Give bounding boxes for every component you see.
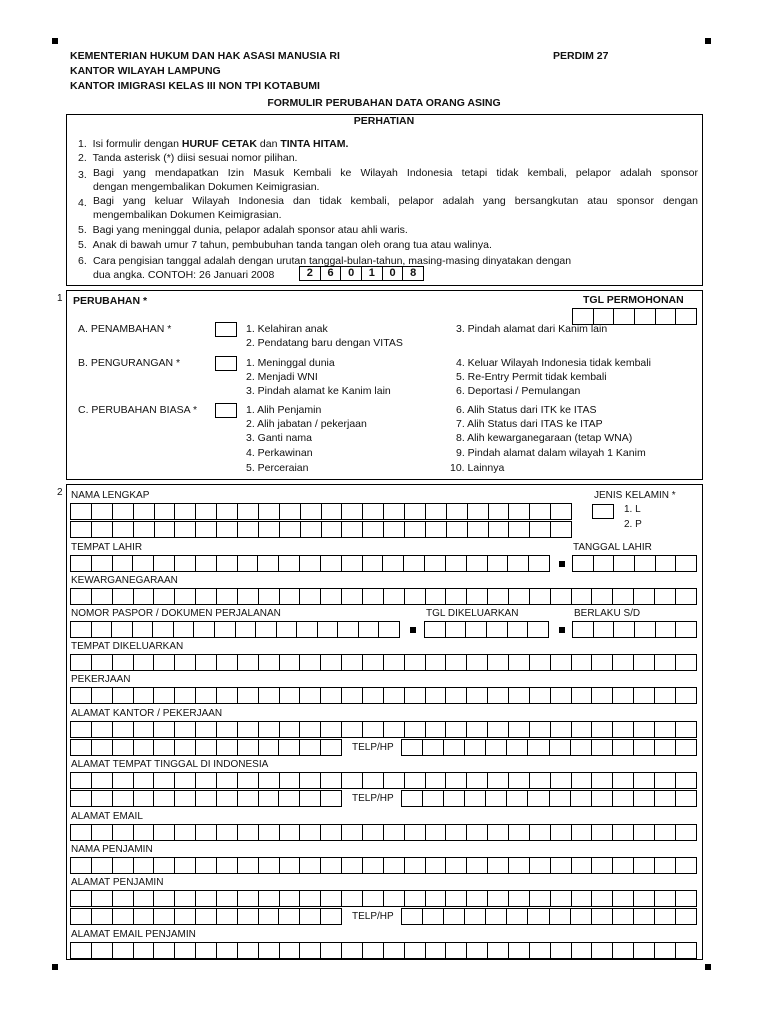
notice-item-7: 6. Cara pengisian tanggal adalah dengan urutan tanggal-bulan-tahun, masing-masing dinyatakan dengan dua angka. CONTOH: 26 Januari 2008 (78, 255, 572, 281)
nama-penjamin-input[interactable] (70, 857, 697, 874)
email-penjamin-input[interactable] (70, 942, 697, 959)
pengurangan-option: 2. Menjadi WNI (246, 371, 318, 383)
registration-mark (705, 38, 711, 44)
notice-item-6: 5. Anak di bawah umur 7 tahun, pembubuhan tanda tangan oleh orang tua atau walinya. (78, 239, 492, 251)
immigration-office: KANTOR IMIGRASI KELAS III NON TPI KOTABUMI (70, 80, 320, 92)
kewarganegaraan-input[interactable] (70, 588, 697, 605)
telp-label: TELP/HP (352, 742, 394, 753)
registration-mark (705, 964, 711, 970)
pengurangan-option: 5. Re-Entry Permit tidak kembali (456, 371, 607, 383)
notice-item-1: 1. Isi formulir dengan HURUF CETAK dan TINTA HITAM. (78, 138, 349, 150)
pengurangan-option: 4. Keluar Wilayah Indonesia tidak kembali (456, 357, 651, 369)
perubahan-biasa-checkbox[interactable] (215, 403, 237, 418)
perubahan-biasa-option: 9. Pindah alamat dalam wilayah 1 Kanim (456, 447, 646, 459)
tempat-dikeluarkan-input[interactable] (70, 654, 697, 671)
nama-lengkap-input[interactable] (70, 521, 572, 538)
berlaku-input[interactable] (572, 621, 697, 638)
section-number: 1 (57, 293, 63, 304)
bullet-mark (410, 627, 416, 633)
registration-mark (52, 964, 58, 970)
jenis-kelamin-option: 1. L (624, 504, 641, 515)
nama-lengkap-input[interactable] (70, 503, 572, 520)
jenis-kelamin-checkbox[interactable] (592, 504, 614, 519)
alamat-kantor-label: ALAMAT KANTOR / PEKERJAAN (71, 708, 223, 719)
jenis-kelamin-option: 2. P (624, 519, 642, 530)
form-title: FORMULIR PERUBAHAN DATA ORANG ASING (267, 97, 501, 109)
registration-mark (52, 38, 58, 44)
notice-item-2: 2. Tanda asterisk (*) diisi sesuai nomor pilihan. (78, 152, 298, 164)
paspor-label: NOMOR PASPOR / DOKUMEN PERJALANAN (71, 608, 281, 619)
ministry-name: KEMENTERIAN HUKUM DAN HAK ASASI MANUSIA RI (70, 50, 340, 62)
alamat-tinggal-input[interactable] (70, 772, 697, 789)
pengurangan-label: B. PENGURANGAN * (78, 357, 181, 369)
tempat-lahir-label: TEMPAT LAHIR (71, 542, 143, 553)
notice-item-4: 4. Bagi yang keluar Wilayah Indonesia dan tidak kembali, pelapor adalah yang bersangkutan atau sponsor dengan mengembalikan Dokumen Keimigrasian. (78, 195, 698, 221)
perubahan-biasa-option: 7. Alih Status dari ITAS ke ITAP (456, 418, 603, 430)
penambahan-option: 2. Pendatang baru dengan VITAS (246, 337, 403, 349)
alamat-kantor-input[interactable] (70, 721, 697, 738)
telp-kantor-input[interactable] (401, 739, 697, 756)
telp-label: TELP/HP (352, 793, 394, 804)
perubahan-biasa-label: C. PERUBAHAN BIASA * (78, 404, 198, 416)
form-code: PERDIM 27 (553, 50, 609, 62)
email-penjamin-label: ALAMAT EMAIL PENJAMIN (71, 929, 196, 940)
perubahan-biasa-option: 8. Alih kewarganegaraan (tetap WNA) (456, 432, 633, 444)
alamat-tinggal-input[interactable] (70, 790, 342, 807)
tanggal-lahir-label: TANGGAL LAHIR (573, 542, 652, 553)
notice-item-5: 5. Bagi yang meninggal dunia, pelapor adalah sponsor atau ahli waris. (78, 224, 408, 236)
tgl-dikeluarkan-label: TGL DIKELUARKAN (426, 608, 519, 619)
alamat-penjamin-label: ALAMAT PENJAMIN (71, 877, 164, 888)
perubahan-biasa-option: 1. Alih Penjamin (246, 404, 322, 416)
tgl-permohonan-label: TGL PERMOHONAN (583, 294, 684, 306)
nama-penjamin-label: NAMA PENJAMIN (71, 844, 153, 855)
perubahan-biasa-option: 10. Lainnya (450, 462, 505, 474)
perubahan-biasa-option: 6. Alih Status dari ITK ke ITAS (456, 404, 597, 416)
telp-label: TELP/HP (352, 911, 394, 922)
pekerjaan-input[interactable] (70, 687, 697, 704)
perubahan-biasa-option: 5. Perceraian (246, 462, 309, 474)
jenis-kelamin-label: JENIS KELAMIN * (594, 490, 676, 501)
penambahan-checkbox[interactable] (215, 322, 237, 337)
alamat-tinggal-label: ALAMAT TEMPAT TINGGAL DI INDONESIA (71, 759, 269, 770)
perubahan-biasa-option: 2. Alih jabatan / pekerjaan (246, 418, 367, 430)
email-input[interactable] (70, 824, 697, 841)
pengurangan-option: 3. Pindah alamat ke Kanim lain (246, 385, 391, 397)
bullet-mark (559, 627, 565, 633)
nama-lengkap-label: NAMA LENGKAP (71, 490, 150, 501)
berlaku-label: BERLAKU S/D (574, 608, 641, 619)
telp-penjamin-input[interactable] (401, 908, 697, 925)
pengurangan-option: 1. Meninggal dunia (246, 357, 335, 369)
regional-office: KANTOR WILAYAH LAMPUNG (70, 65, 221, 77)
example-date-boxes: 2 6 0 1 0 8 (299, 266, 424, 281)
alamat-kantor-input[interactable] (70, 739, 342, 756)
perubahan-biasa-option: 3. Ganti nama (246, 432, 312, 444)
perubahan-biasa-option: 4. Perkawinan (246, 447, 313, 459)
pengurangan-option: 6. Deportasi / Pemulangan (456, 385, 581, 397)
section-number: 2 (57, 487, 63, 498)
notice-title: PERHATIAN (353, 115, 415, 127)
tanggal-lahir-input[interactable] (572, 555, 697, 572)
penambahan-option: 1. Kelahiran anak (246, 323, 328, 335)
bullet-mark (559, 561, 565, 567)
tgl-dikeluarkan-input[interactable] (424, 621, 549, 638)
paspor-input[interactable] (70, 621, 400, 638)
pekerjaan-label: PEKERJAAN (71, 674, 131, 685)
penambahan-option: 3. Pindah alamat dari Kanim lain (456, 323, 608, 335)
alamat-penjamin-input[interactable] (70, 890, 697, 907)
telp-tinggal-input[interactable] (401, 790, 697, 807)
pengurangan-checkbox[interactable] (215, 356, 237, 371)
alamat-penjamin-input[interactable] (70, 908, 342, 925)
kewarganegaraan-label: KEWARGANEGARAAN (71, 575, 178, 586)
tempat-lahir-input[interactable] (70, 555, 550, 572)
section-1-title: PERUBAHAN * (73, 295, 148, 307)
notice-item-3: 3. Bagi yang mendapatkan Izin Masuk Kembali ke Wilayah Indonesia tetapi tidak kembali, pelapor adalah sponsor dengan mengembalikan Dokumen Keimigrasian. (78, 167, 698, 193)
penambahan-label: A. PENAMBAHAN * (78, 323, 172, 335)
email-label: ALAMAT EMAIL (71, 811, 143, 822)
tempat-dikeluarkan-label: TEMPAT DIKELUARKAN (71, 641, 184, 652)
